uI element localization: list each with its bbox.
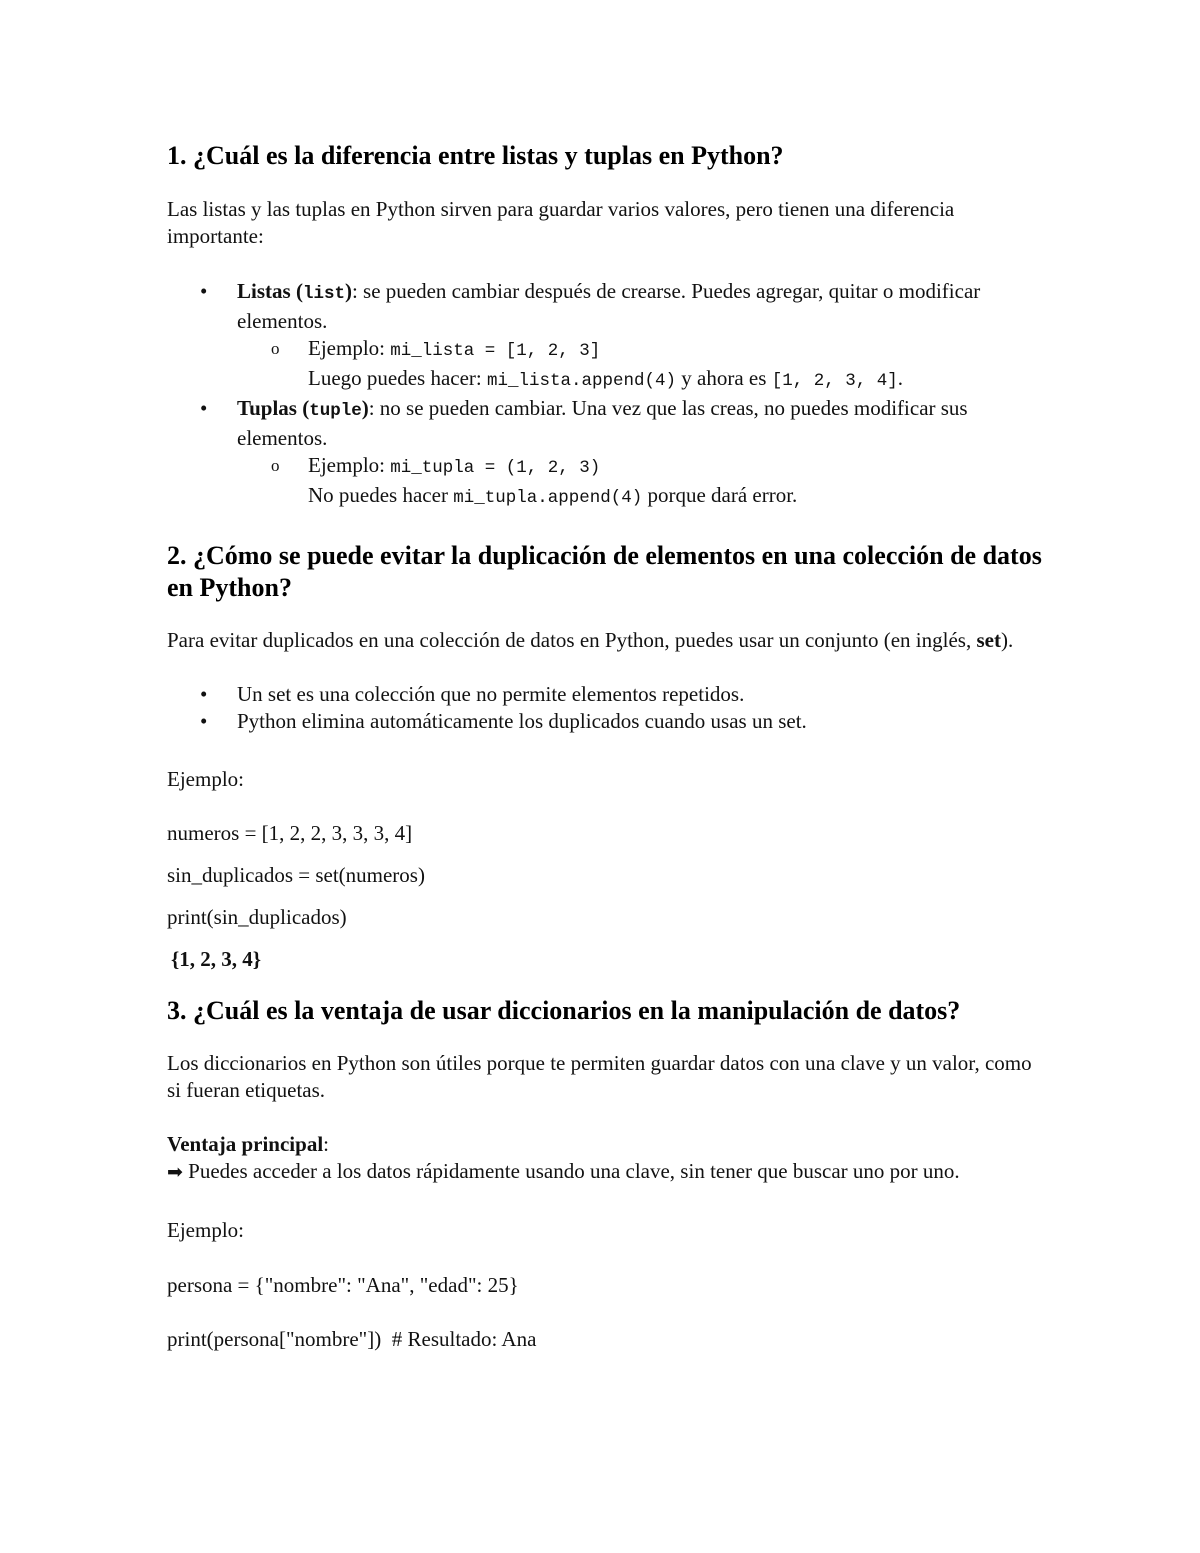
q3-code-line-2: print(persona["nombre"]) # Resultado: Ana	[167, 1327, 537, 1351]
result-list-code: [1, 2, 3, 4]	[771, 371, 898, 391]
bullet-icon: •	[200, 682, 208, 706]
q2-example-label: Ejemplo:	[167, 767, 244, 791]
bullet-icon: •	[200, 396, 208, 420]
list-item-listas: • Listas (list): se pueden cambiar después de crearse. Puedes agregar, quitar o modificar elementos. o Ejemplo: mi_lista = [1, 2, 3] Luego puedes hacer: mi_lista.append(4) y ahora es [1, 2, 3, 4].	[167, 278, 1037, 395]
sub-bullet-icon: o	[271, 456, 280, 475]
append-code: mi_lista.append(4)	[487, 371, 677, 391]
advantage-text: Puedes acceder a los datos rápidamente usando una clave, sin tener que buscar uno por uno.	[182, 1159, 960, 1183]
q2-result: {1, 2, 3, 4}	[171, 947, 262, 971]
arrow-right-icon: ➡	[167, 1161, 183, 1183]
q2-code-line-1: numeros = [1, 2, 2, 3, 3, 3, 4]	[167, 821, 413, 845]
advantage-label: Ventaja principal	[167, 1132, 324, 1156]
listas-example: o Ejemplo: mi_lista = [1, 2, 3] Luego puedes hacer: mi_lista.append(4) y ahora es [1, 2, 3, 4].	[271, 336, 903, 391]
bullet-icon: •	[200, 709, 208, 733]
q2-code-line-3: print(sin_duplicados)	[167, 905, 347, 929]
tuplas-example-code: mi_tupla = (1, 2, 3)	[390, 458, 601, 478]
q3-example-label: Ejemplo:	[167, 1218, 244, 1242]
tuplas-label: Tuplas	[237, 396, 297, 420]
q3-advantage: Ventaja principal: ➡ Puedes acceder a los datos rápidamente usando una clave, sin tener que buscar uno por uno.	[167, 1131, 1037, 1186]
tuplas-sublist	[237, 452, 1037, 512]
q3-heading: 3. ¿Cuál es la ventaja de usar diccionarios en la manipulación de datos?	[167, 996, 961, 1025]
list-code: list	[302, 284, 345, 304]
sub-bullet-icon: o	[271, 339, 280, 358]
list-item-tuplas: • Tuplas (tuple): no se pueden cambiar. Una vez que las creas, no puedes modificar sus elementos. o Ejemplo: mi_tupla = (1, 2, 3) No puedes hacer mi_tupla.append(4) porque dará error.	[167, 395, 1037, 512]
tuple-code: tuple	[309, 401, 362, 421]
q3-intro: Los diccionarios en Python son útiles porque te permiten guardar datos con una clave y un valor, como si fueran etiquetas.	[167, 1051, 1032, 1102]
q1-list	[167, 278, 1037, 512]
list-item: • Un set es una colección que no permite elementos repetidos.	[200, 682, 745, 706]
q2-intro: Para evitar duplicados en una colección de datos en Python, puedes usar un conjunto (en inglés, set).	[167, 628, 1014, 652]
q2-heading: 2. ¿Cómo se puede evitar la duplicación de elementos en una colección de datos en Python?	[167, 541, 1042, 602]
tuplas-example: o Ejemplo: mi_tupla = (1, 2, 3) No puedes hacer mi_tupla.append(4) porque dará error.	[271, 453, 798, 508]
listas-example-code: mi_lista = [1, 2, 3]	[390, 341, 601, 361]
q1-intro: Las listas y las tuplas en Python sirven para guardar varios valores, pero tienen una diferencia importante:	[167, 197, 955, 248]
list-item: • Python elimina automáticamente los duplicados cuando usas un set.	[200, 709, 807, 733]
document-page	[167, 138, 1042, 1353]
listas-description: : se pueden cambiar después de crearse. Puedes agregar, quitar o modificar elementos.	[237, 279, 981, 333]
q2-list	[167, 681, 1037, 735]
set-keyword: set	[976, 628, 1001, 652]
q2-code-line-2: sin_duplicados = set(numeros)	[167, 863, 425, 887]
tuple-append-code: mi_tupla.append(4)	[453, 488, 643, 508]
q3-code-line-1: persona = {"nombre": "Ana", "edad": 25}	[167, 1273, 519, 1297]
bullet-icon: •	[200, 279, 208, 303]
q1-heading: 1. ¿Cuál es la diferencia entre listas y tuplas en Python?	[167, 141, 784, 170]
tuplas-description: : no se pueden cambiar. Una vez que las creas, no puedes modificar sus elementos.	[237, 396, 968, 450]
listas-label: Listas	[237, 279, 291, 303]
listas-sublist	[237, 335, 1037, 395]
